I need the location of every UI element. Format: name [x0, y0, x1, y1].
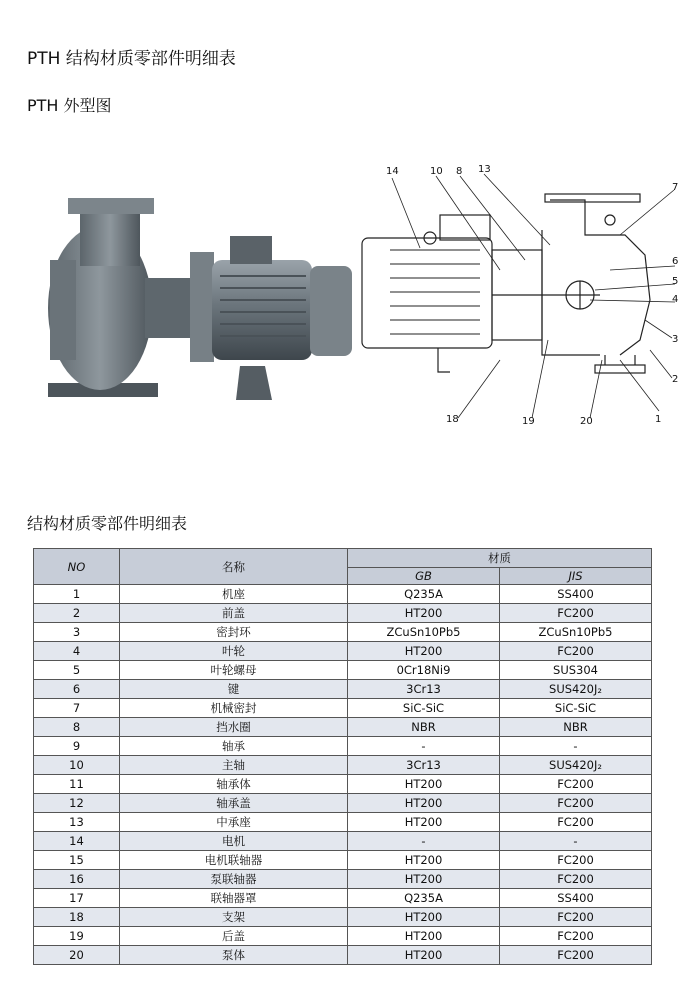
cell-gb: HT200	[348, 870, 500, 889]
cell-jis: SUS420J₂	[500, 756, 652, 775]
cell-name: 叶轮螺母	[120, 661, 348, 680]
section-title-exterior: PTH 外型图	[27, 96, 112, 115]
cell-name: 键	[120, 680, 348, 699]
cell-jis: SUS304	[500, 661, 652, 680]
cell-name: 叶轮	[120, 642, 348, 661]
cell-gb: -	[348, 832, 500, 851]
cell-jis: SS400	[500, 889, 652, 908]
table-row	[34, 661, 652, 680]
cell-no: 4	[34, 642, 120, 661]
cell-no: 14	[34, 832, 120, 851]
cell-jis: FC200	[500, 794, 652, 813]
cell-gb: Q235A	[348, 585, 500, 604]
cell-jis: FC200	[500, 870, 652, 889]
cell-no: 10	[34, 756, 120, 775]
cell-no: 16	[34, 870, 120, 889]
cell-jis: -	[500, 737, 652, 756]
table-row	[34, 699, 652, 718]
cell-jis: SiC-SiC	[500, 699, 652, 718]
cell-gb: HT200	[348, 604, 500, 623]
cell-name: 泵体	[120, 946, 348, 965]
parts-material-table	[33, 548, 652, 965]
callout-7: 7	[672, 182, 679, 193]
cell-gb: HT200	[348, 813, 500, 832]
cell-gb: HT200	[348, 927, 500, 946]
table-title: 结构材质零部件明细表	[27, 514, 188, 533]
cell-jis: FC200	[500, 604, 652, 623]
callout-20: 20	[580, 416, 593, 427]
cell-gb: 0Cr18Ni9	[348, 661, 500, 680]
header-material: 材质	[348, 549, 652, 568]
table-row	[34, 889, 652, 908]
callout-3: 3	[672, 334, 679, 345]
cell-no: 3	[34, 623, 120, 642]
cell-no: 1	[34, 585, 120, 604]
cell-gb: Q235A	[348, 889, 500, 908]
cell-no: 12	[34, 794, 120, 813]
table-row	[34, 756, 652, 775]
cell-name: 后盖	[120, 927, 348, 946]
callout-10: 10	[430, 166, 443, 177]
table-row	[34, 737, 652, 756]
cell-no: 7	[34, 699, 120, 718]
callout-1: 1	[655, 414, 662, 425]
header-gb: GB	[348, 568, 500, 585]
cell-jis: FC200	[500, 908, 652, 927]
cell-jis: ZCuSn10Pb5	[500, 623, 652, 642]
cell-no: 19	[34, 927, 120, 946]
table-row	[34, 832, 652, 851]
pump-photo	[40, 188, 358, 423]
cell-no: 2	[34, 604, 120, 623]
table-row	[34, 851, 652, 870]
cell-name: 主轴	[120, 756, 348, 775]
cell-jis: FC200	[500, 642, 652, 661]
cell-gb: NBR	[348, 718, 500, 737]
cell-name: 电机联轴器	[120, 851, 348, 870]
callout-5: 5	[672, 276, 679, 287]
cell-name: 电机	[120, 832, 348, 851]
cell-gb: HT200	[348, 642, 500, 661]
cell-gb: HT200	[348, 851, 500, 870]
cell-jis: FC200	[500, 813, 652, 832]
callout-13: 13	[478, 164, 491, 175]
cell-name: 联轴器罩	[120, 889, 348, 908]
callout-18: 18	[446, 414, 459, 425]
cell-jis: NBR	[500, 718, 652, 737]
cell-name: 轴承	[120, 737, 348, 756]
cell-no: 9	[34, 737, 120, 756]
cell-name: 中承座	[120, 813, 348, 832]
cell-name: 支架	[120, 908, 348, 927]
cell-jis: SS400	[500, 585, 652, 604]
cell-gb: ZCuSn10Pb5	[348, 623, 500, 642]
callout-19: 19	[522, 416, 535, 427]
cell-name: 轴承盖	[120, 794, 348, 813]
table-row	[34, 813, 652, 832]
cell-name: 轴承体	[120, 775, 348, 794]
cell-gb: -	[348, 737, 500, 756]
table-row	[34, 718, 652, 737]
table-row	[34, 794, 652, 813]
callout-8: 8	[456, 166, 463, 177]
table-row	[34, 680, 652, 699]
cell-no: 18	[34, 908, 120, 927]
cell-no: 20	[34, 946, 120, 965]
cell-name: 前盖	[120, 604, 348, 623]
header-jis: JIS	[500, 568, 652, 585]
callout-14: 14	[386, 166, 399, 177]
cell-gb: 3Cr13	[348, 680, 500, 699]
cell-no: 13	[34, 813, 120, 832]
header-no: NO	[34, 549, 120, 585]
table-row	[34, 908, 652, 927]
header-name: 名称	[120, 549, 348, 585]
cell-gb: SiC-SiC	[348, 699, 500, 718]
table-row	[34, 604, 652, 623]
cell-jis: FC200	[500, 927, 652, 946]
cell-jis: SUS420J₂	[500, 680, 652, 699]
cell-name: 机械密封	[120, 699, 348, 718]
cell-gb: HT200	[348, 946, 500, 965]
cell-no: 15	[34, 851, 120, 870]
callout-2: 2	[672, 374, 679, 385]
table-row	[34, 642, 652, 661]
cell-name: 泵联轴器	[120, 870, 348, 889]
cell-no: 5	[34, 661, 120, 680]
cell-jis: FC200	[500, 851, 652, 870]
callout-6: 6	[672, 256, 679, 267]
cell-name: 密封环	[120, 623, 348, 642]
page-title: PTH 结构材质零部件明细表	[27, 49, 236, 69]
cell-gb: HT200	[348, 794, 500, 813]
cell-no: 8	[34, 718, 120, 737]
cell-name: 挡水圈	[120, 718, 348, 737]
callout-4: 4	[672, 294, 679, 305]
table-row	[34, 927, 652, 946]
table-row	[34, 775, 652, 794]
table-row	[34, 623, 652, 642]
cell-name: 机座	[120, 585, 348, 604]
cell-jis: FC200	[500, 946, 652, 965]
table-row	[34, 946, 652, 965]
table-row	[34, 585, 652, 604]
table-row	[34, 870, 652, 889]
cell-no: 6	[34, 680, 120, 699]
cell-no: 11	[34, 775, 120, 794]
cell-jis: -	[500, 832, 652, 851]
cell-gb: HT200	[348, 775, 500, 794]
cell-no: 17	[34, 889, 120, 908]
cell-gb: 3Cr13	[348, 756, 500, 775]
cell-jis: FC200	[500, 775, 652, 794]
pump-cross-section-diagram	[350, 160, 695, 430]
cell-gb: HT200	[348, 908, 500, 927]
